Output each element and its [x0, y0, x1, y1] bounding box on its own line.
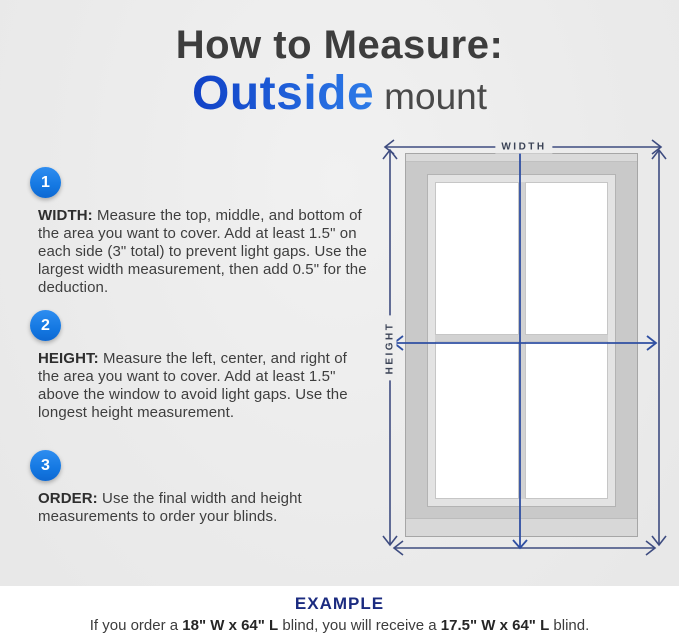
step-label: ORDER: — [38, 490, 98, 507]
height-dimension-label: HEIGHT — [384, 316, 397, 381]
step-text — [38, 350, 372, 422]
center-vertical-arrow — [513, 145, 527, 548]
width-dimension-label: WIDTH — [495, 141, 552, 154]
example-text-mid: blind, you will receive a — [278, 617, 441, 634]
page-header — [0, 22, 679, 131]
page-title: How to Measure: — [175, 23, 504, 67]
subtitle-suffix: mount — [384, 76, 488, 117]
instruction-steps — [28, 167, 376, 567]
step-text — [38, 207, 372, 297]
step-body: Measure the left, center, and right of the area you want to cover. Add at least 1.5" above the window to avoid light gaps. Use the longest height measurement. — [38, 350, 348, 421]
measurement-arrows — [378, 135, 670, 565]
example-section — [0, 586, 679, 644]
step-label: WIDTH: — [38, 207, 93, 224]
step-item-height — [28, 310, 376, 422]
subtitle-emphasis: Outside — [191, 67, 375, 120]
step-number-badge: 1 — [30, 167, 61, 198]
example-text — [0, 616, 679, 636]
page-subtitle — [0, 68, 679, 131]
example-order-size: 18" W x 64" L — [182, 617, 279, 634]
step-label: HEIGHT: — [38, 350, 99, 367]
step-number-badge: 2 — [30, 310, 61, 341]
center-horizontal-arrow — [394, 336, 656, 350]
step-body: Use the final width and height measurements to order your blinds. — [38, 490, 302, 525]
example-text-pre: If you order a — [89, 617, 183, 634]
step-number-badge: 3 — [30, 450, 61, 481]
step-item-order — [28, 450, 376, 526]
example-heading: EXAMPLE — [294, 594, 385, 613]
window-diagram — [378, 135, 670, 565]
step-text — [38, 490, 372, 526]
example-text-post: blind. — [549, 617, 590, 634]
step-body: Measure the top, middle, and bottom of the area you want to cover. Add at least 1.5" on each side (3" total) to prevent light gaps. Use the largest width measurement, then add 0.5" for the deduction. — [38, 207, 367, 296]
example-receive-size: 17.5" W x 64" L — [440, 617, 550, 634]
step-item-width — [28, 167, 376, 297]
right-height-arrow — [652, 150, 666, 545]
